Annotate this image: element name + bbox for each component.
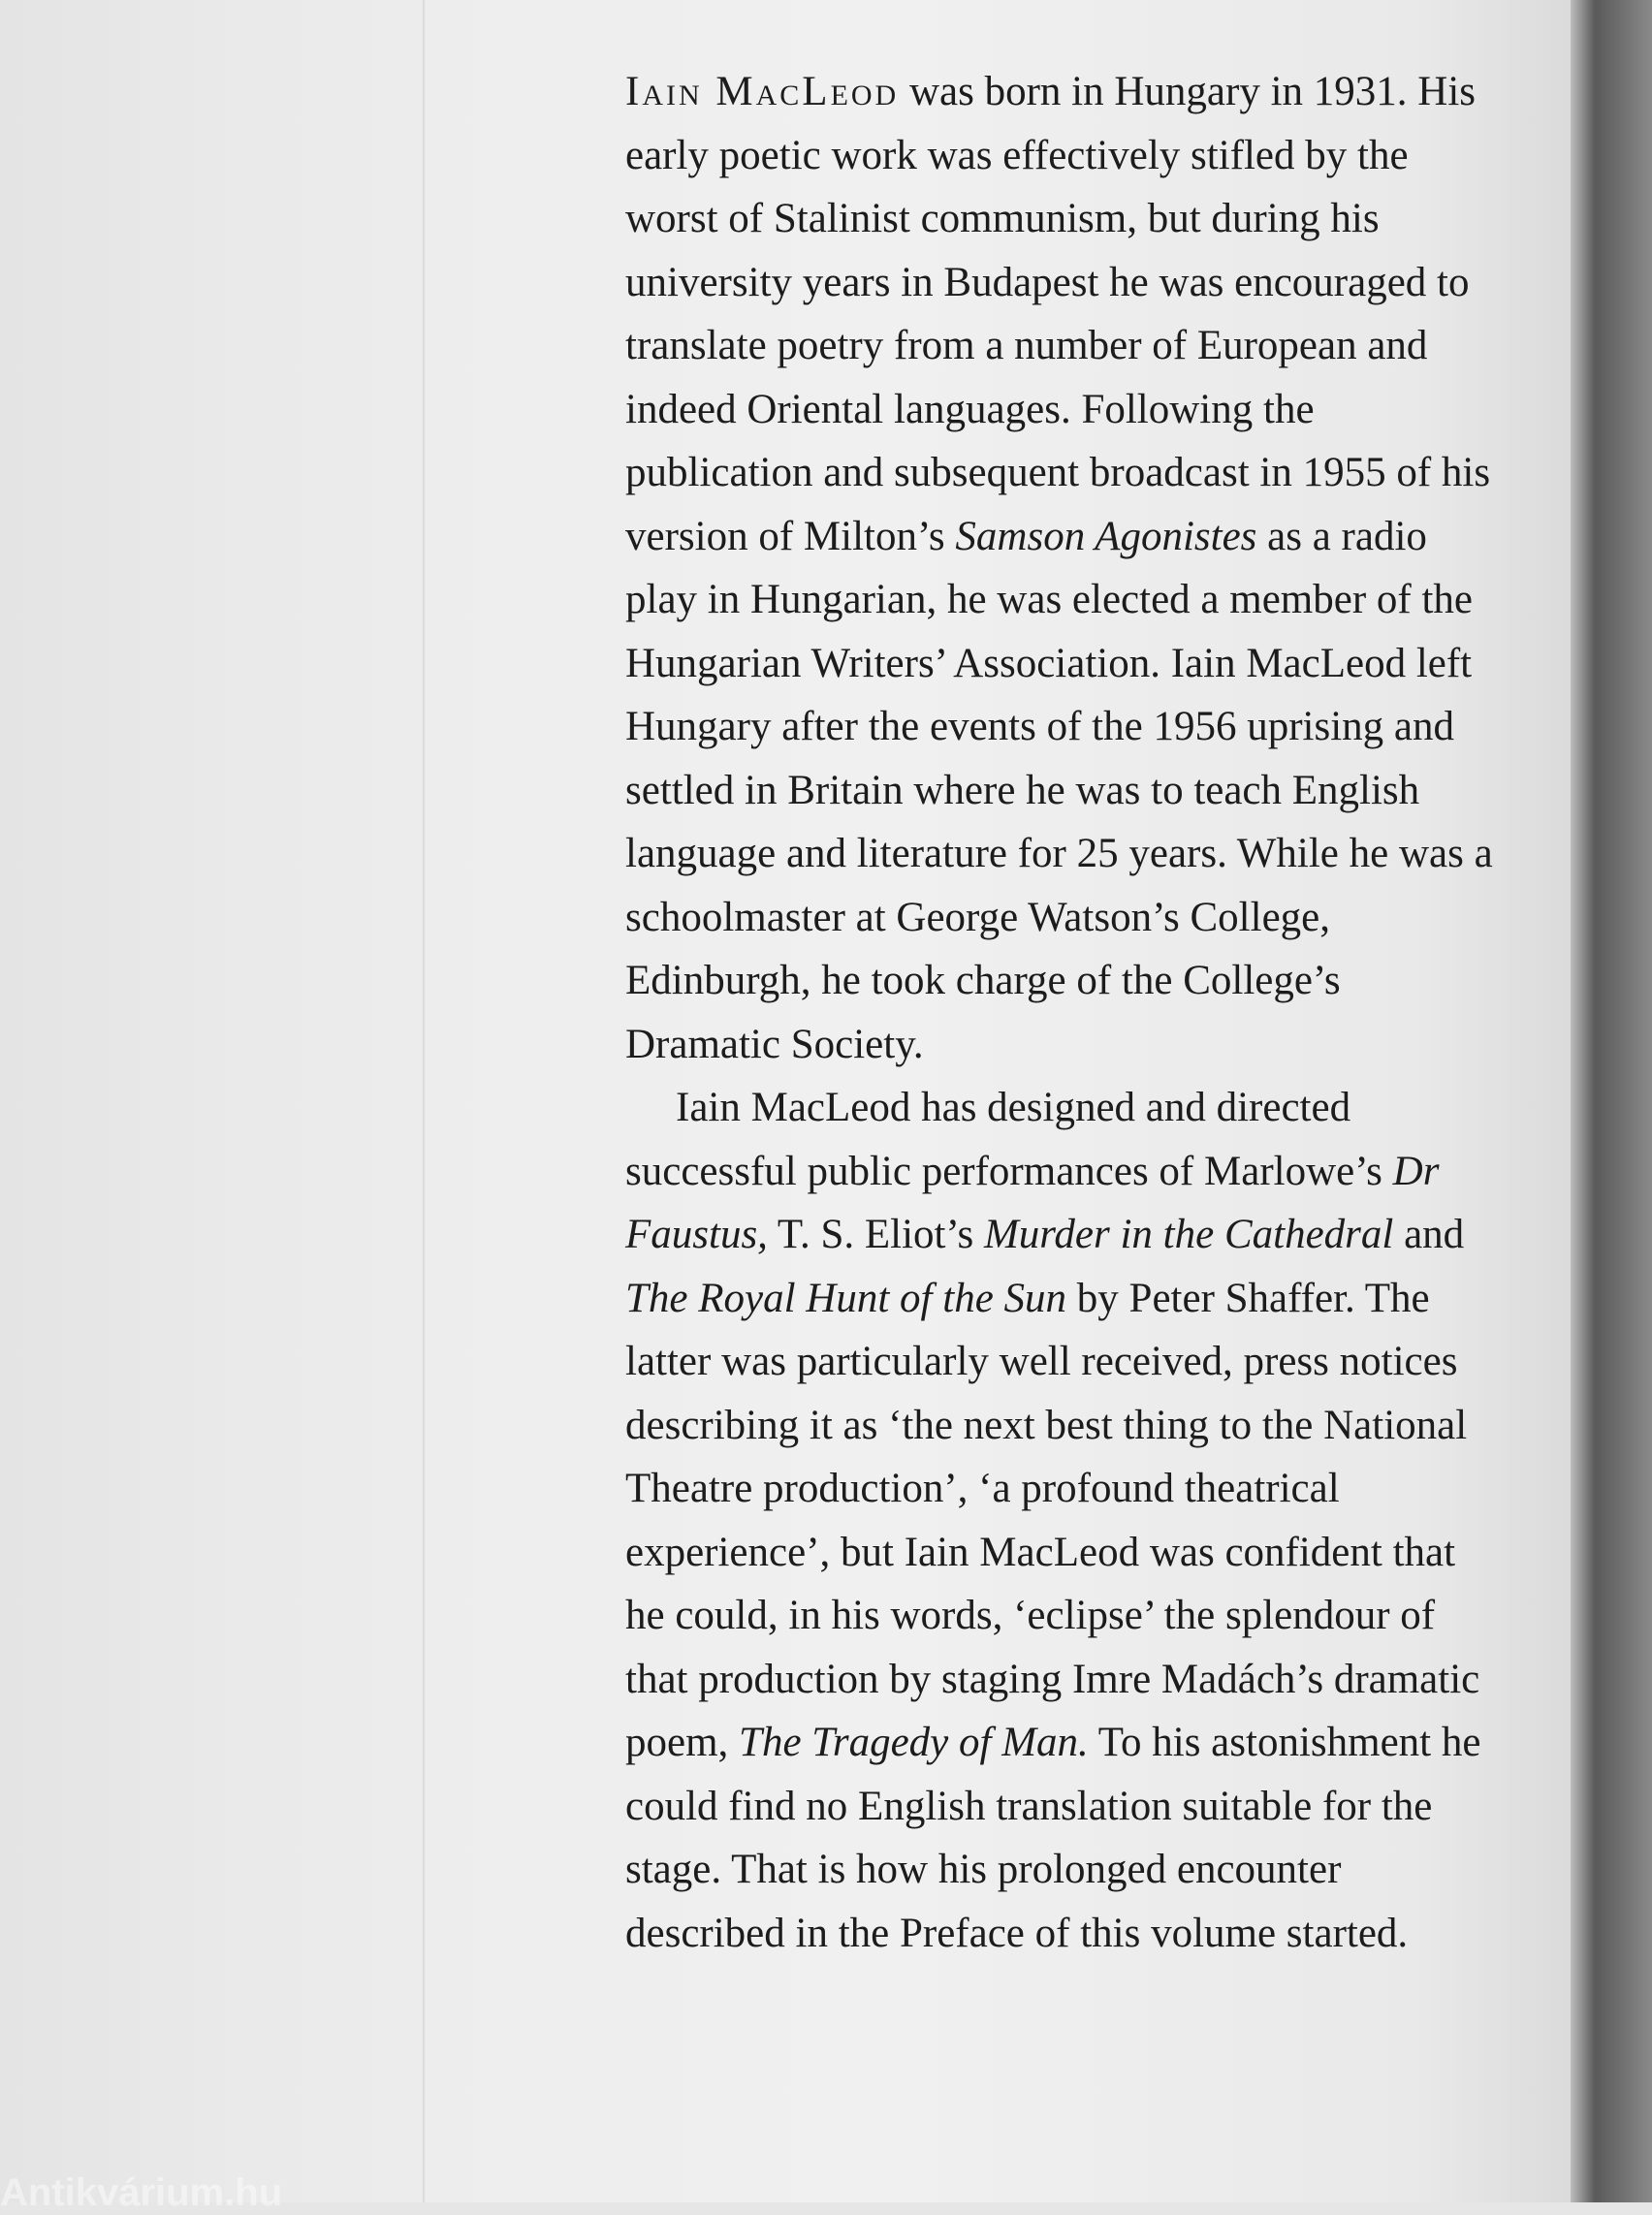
bio-p2-text-3: and (1393, 1212, 1465, 1257)
watermark: Antikvárium.hu (0, 2171, 283, 2214)
bio-p2-text-1: Iain MacLeod has designed and directed successful public performances of Marlowe’s (625, 1085, 1393, 1194)
spine-shadow (1571, 0, 1652, 2202)
bio-p1-text-2: as a radio play in Hungarian, he was elected a member of the Hungarian Writers’ Association. Iain MacLeod left Hungary after the events of the 1956 uprising and settled in Britain where he was to teach English language and literature for 25 years. While he was a schoolmaster at George Watson’s College, Edinburgh, he took charge of the College’s Dramatic Society. (625, 513, 1493, 1067)
back-cover-panel (0, 0, 427, 2202)
bio-p2-text-4: by Peter Shaffer. The latter was particularly well received, press notices describing it as ‘the next best thing to the National Theatre production’, ‘a profound theatrical experience’, but Iain MacLeod was confident that he could, in his words, ‘eclipse’ the splendour of that production by staging Imre Madách’s dramatic poem, (625, 1275, 1480, 1765)
title-samson-agonistes: Samson Agonistes (955, 513, 1257, 559)
bio-paragraph-2 (625, 1076, 1498, 1965)
bio-p2-text-2: T. S. Eliot’s (767, 1212, 984, 1257)
author-biography (625, 60, 1498, 1965)
title-royal-hunt-of-the-sun: The Royal Hunt of the Sun (625, 1275, 1067, 1321)
bio-paragraph-1 (625, 60, 1498, 1076)
bio-p2-text-5: To his astonishment he could find no English translation suitable for the stage. That is how his prolonged encounter described in the Preface of this volume started. (625, 1720, 1481, 1956)
title-murder-in-the-cathedral: Murder in the Cathedral (983, 1212, 1394, 1257)
bio-p1-text-1: was born in Hungary in 1931. His early poetic work was effectively stifled by the worst of Stalinist communism, but during his university years in Budapest he was encouraged to translate poetry from a number of European and indeed Oriental languages. Following the publication and subsequent broadcast in 1955 of his version of Milton’s (625, 69, 1491, 559)
author-name: Iain MacLeod (625, 69, 900, 114)
title-tragedy-of-man: The Tragedy of Man. (739, 1720, 1089, 1765)
title-dr-faustus: Dr Faustus, (625, 1148, 1440, 1257)
